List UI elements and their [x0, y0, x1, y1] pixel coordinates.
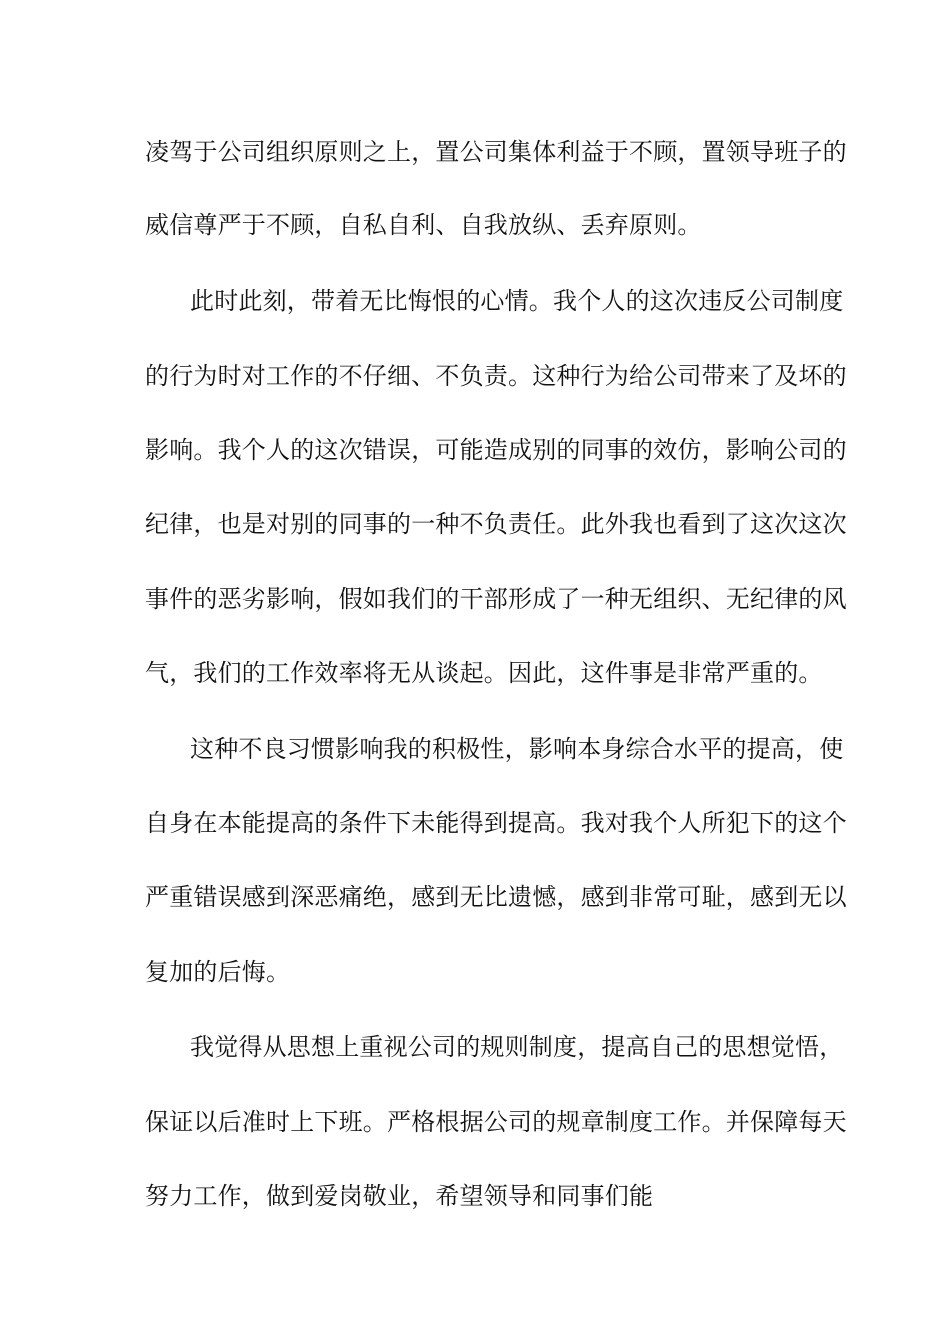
- text-line: 复加的后悔。: [145, 958, 291, 986]
- text-line: 纪律，也是对别的同事的一种不负责任。此外我也看到了这次这次: [145, 510, 847, 538]
- text-line: 凌驾于公司组织原则之上，置公司集体利益于不顾，置领导班子的: [145, 138, 847, 166]
- text-line: 的行为时对工作的不仔细、不负责。这种行为给公司带来了及坏的: [145, 362, 847, 390]
- paragraph-first-line: 这种不良习惯影响我的积极性，影响本身综合水平的提高，使: [190, 735, 844, 763]
- paragraph-first-line: 我觉得从思想上重视公司的规则制度，提高自己的思想觉悟，: [190, 1033, 844, 1061]
- paragraph-first-line: 此时此刻，带着无比悔恨的心情。我个人的这次违反公司制度: [190, 287, 844, 315]
- text-line: 事件的恶劣影响，假如我们的干部形成了一种无组织、无纪律的风: [145, 585, 847, 613]
- text-line: 自身在本能提高的条件下未能得到提高。我对我个人所犯下的这个: [145, 809, 847, 837]
- text-line: 严重错误感到深恶痛绝，感到无比遗憾，感到非常可耻，感到无以: [145, 883, 847, 911]
- text-line: 影响。我个人的这次错误，可能造成别的同事的效仿，影响公司的: [145, 436, 847, 464]
- text-line: 保证以后准时上下班。严格根据公司的规章制度工作。并保障每天: [145, 1108, 847, 1136]
- text-line: 气，我们的工作效率将无从谈起。因此，这件事是非常严重的。: [145, 659, 823, 687]
- text-line: 威信尊严于不顾，自私自利、自我放纵、丢弃原则。: [145, 211, 702, 239]
- text-line: 努力工作，做到爱岗敬业，希望领导和同事们能: [145, 1182, 654, 1210]
